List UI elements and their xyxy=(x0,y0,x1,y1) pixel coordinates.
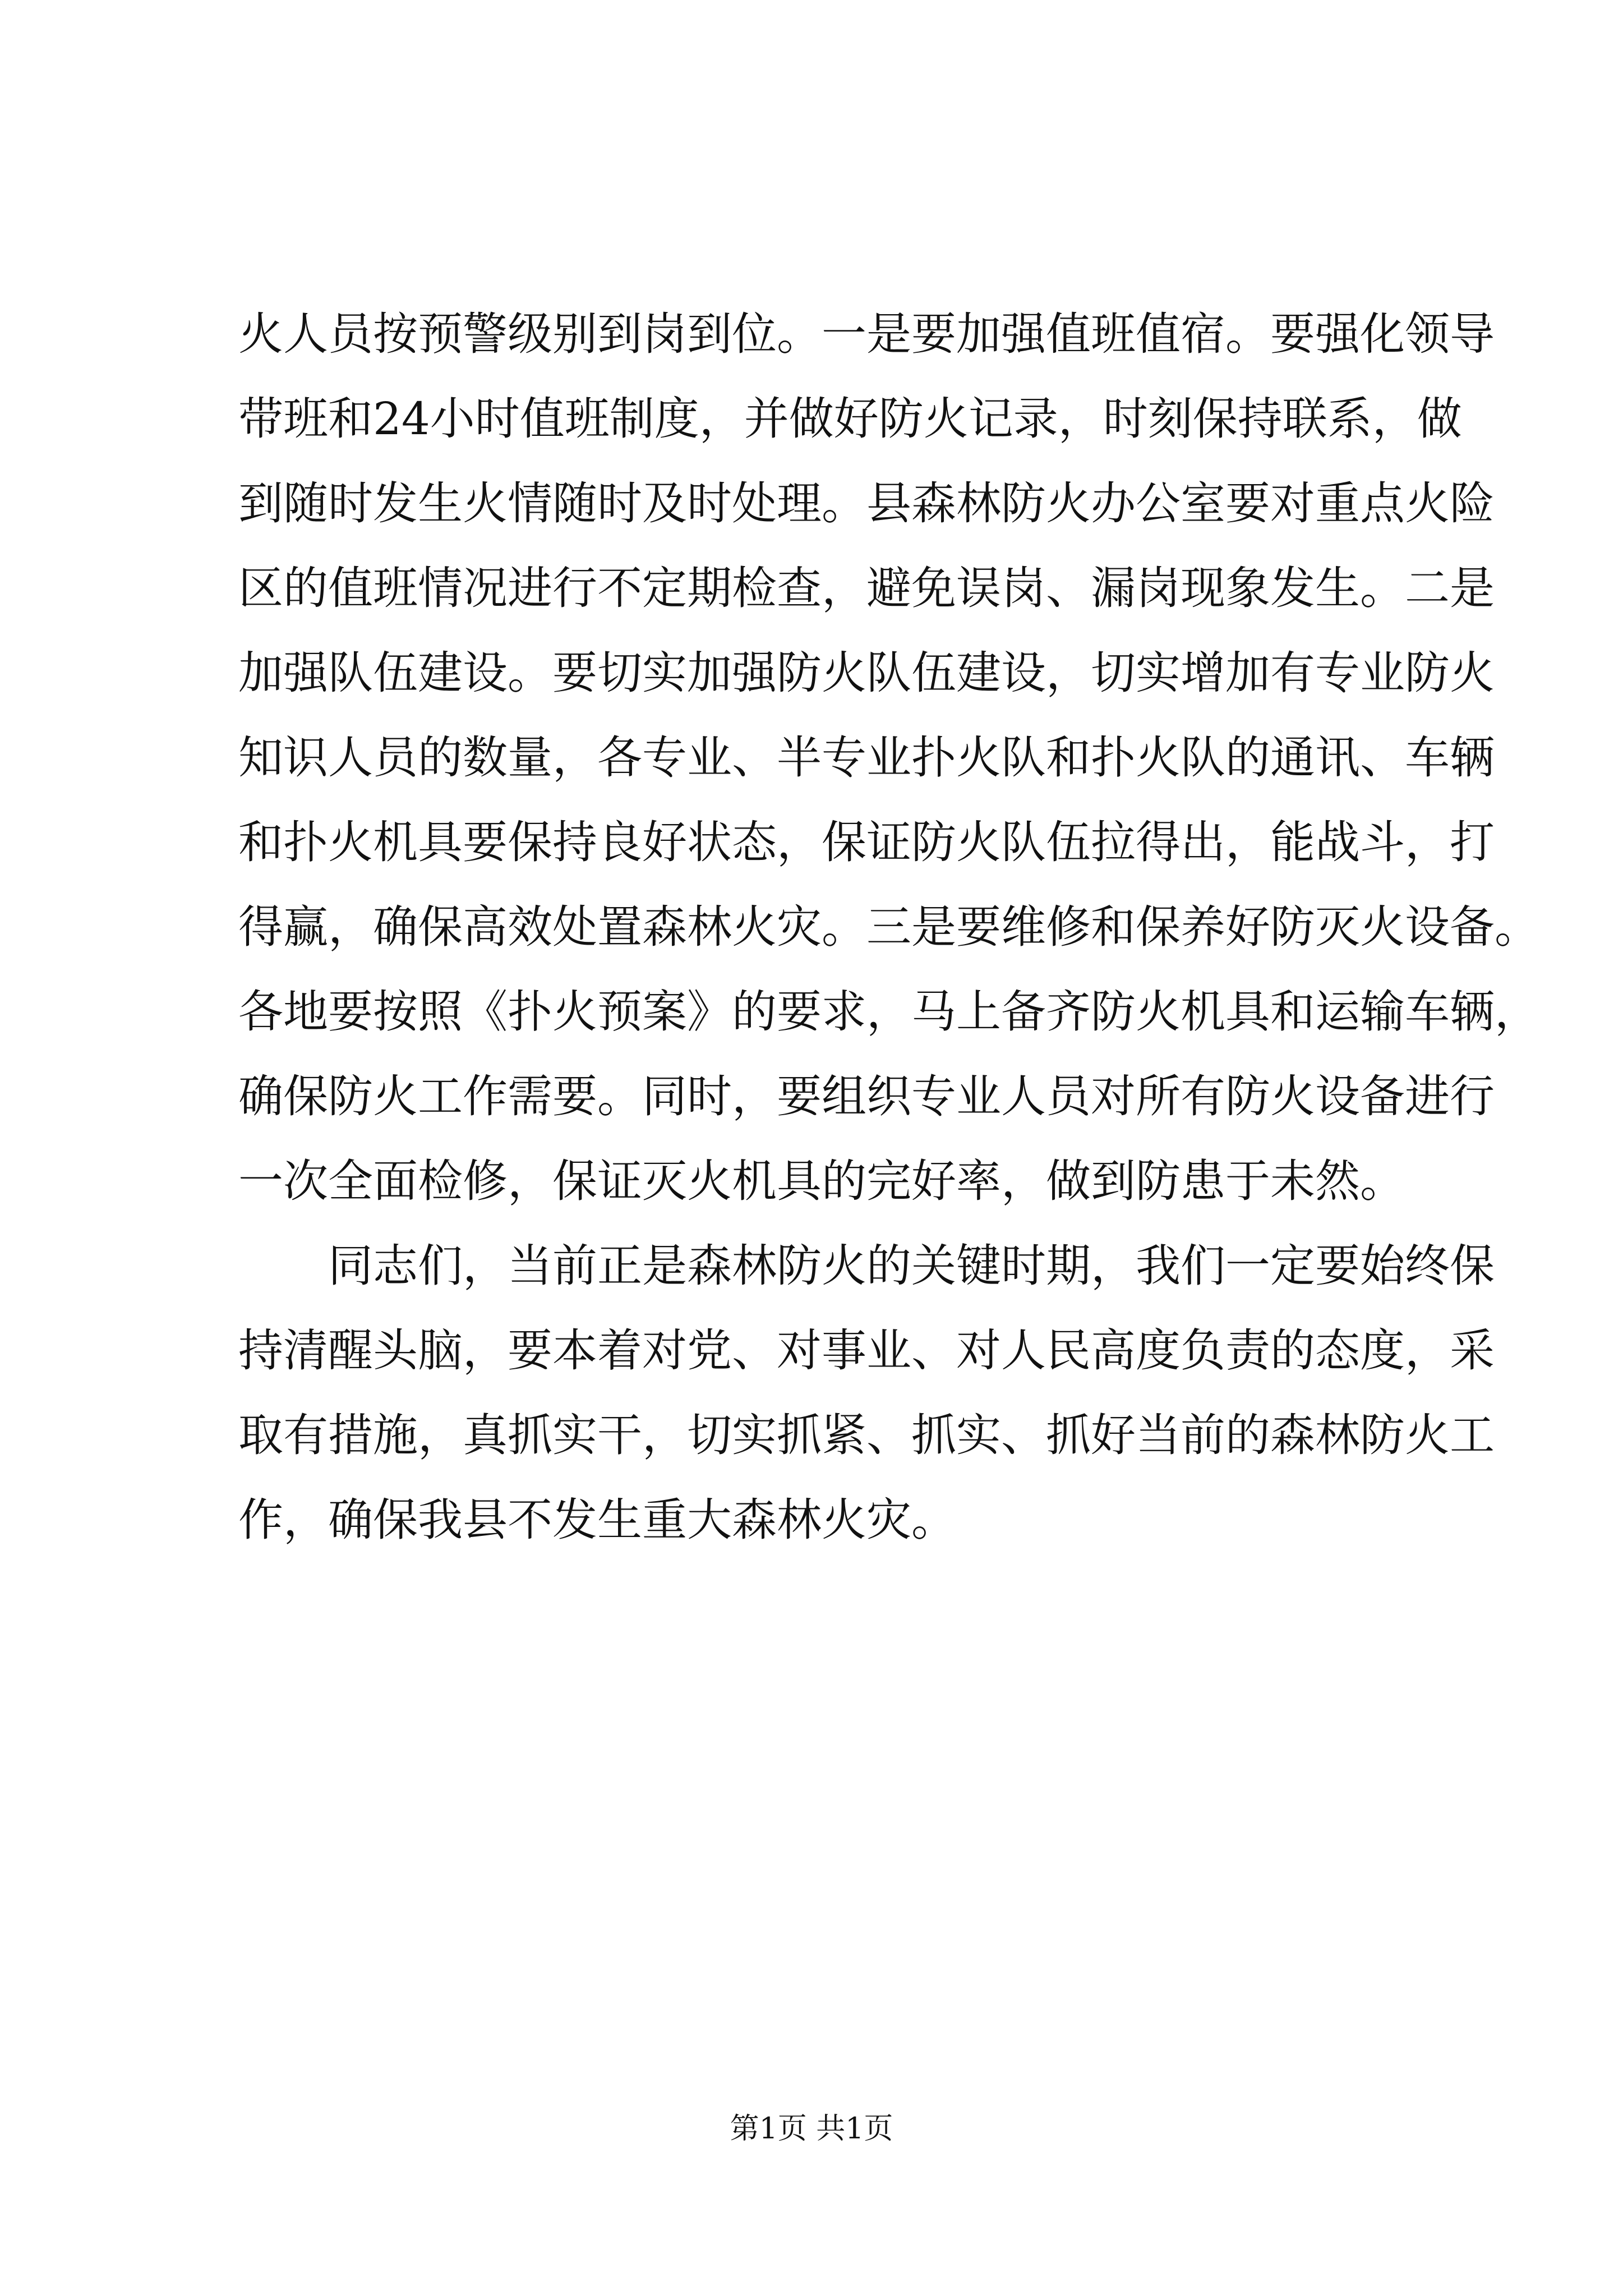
text-line: 带班和24小时值班制度，并做好防火记录，时刻保持联系，做 xyxy=(238,393,1462,445)
page-footer: 第1页 共1页 xyxy=(730,2112,893,2146)
text-line: 得赢，确保高效处置森林火灾。三是要维修和保养好防灭火设备。 xyxy=(238,901,1539,953)
document-body xyxy=(238,292,1539,1562)
text-line: 和扑火机具要保持良好状态，保证防火队伍拉得出，能战斗，打 xyxy=(238,816,1495,868)
text-line: 取有措施，真抓实干，切实抓紧、抓实、抓好当前的森林防火工 xyxy=(238,1409,1495,1461)
text-line: 到随时发生火情随时及时处理。县森林防火办公室要对重点火险 xyxy=(238,477,1495,530)
text-line: 加强队伍建设。要切实加强防火队伍建设，切实增加有专业防火 xyxy=(238,647,1495,699)
text-line: 确保防火工作需要。同时，要组织专业人员对所有防火设备进行 xyxy=(238,1070,1495,1122)
text-line: 火人员按预警级别到岗到位。一是要加强值班值宿。要强化领导 xyxy=(238,308,1495,360)
text-line: 区的值班情况进行不定期检查，避免误岗、漏岗现象发生。二是 xyxy=(238,562,1495,614)
text-line: 各地要按照《扑火预案》的要求，马上备齐防火机具和运输车辆， xyxy=(238,986,1539,1038)
text-line: 一次全面检修，保证灭火机具的完好率，做到防患于未然。 xyxy=(238,1155,1405,1207)
text-line: 知识人员的数量，各专业、半专业扑火队和扑火队的通讯、车辆 xyxy=(238,731,1495,784)
text-line: 作，确保我县不发生重大森林火灾。 xyxy=(238,1494,956,1546)
text-line: 持清醒头脑，要本着对党、对事业、对人民高度负责的态度，采 xyxy=(238,1324,1495,1377)
text-line: 同志们，当前正是森林防火的关键时期，我们一定要始终保 xyxy=(328,1240,1495,1292)
